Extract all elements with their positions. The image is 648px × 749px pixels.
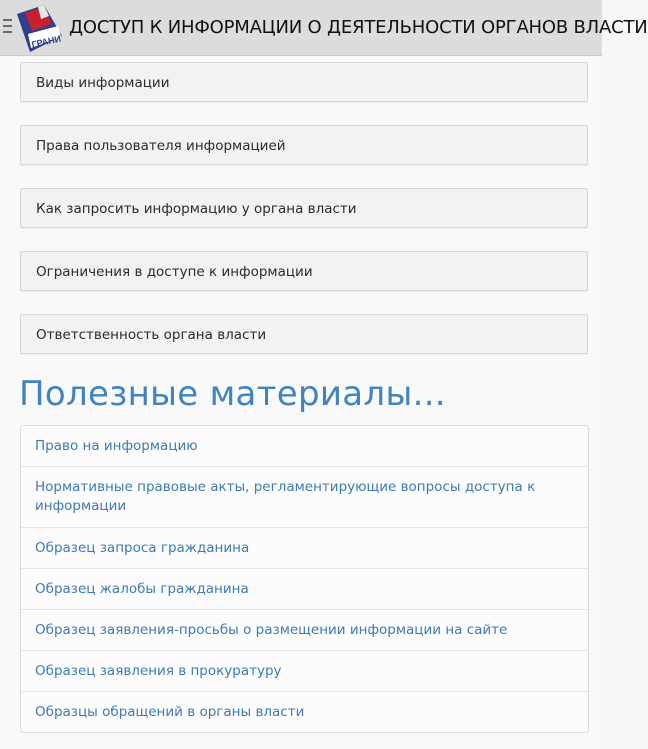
- link-text[interactable]: Образец заявления в прокуратуру: [35, 663, 282, 679]
- page-title: ДОСТУП К ИНФОРМАЦИИ О ДЕЯТЕЛЬНОСТИ ОРГАНОВ ВЛАСТИ: [69, 17, 648, 38]
- link-text[interactable]: Образцы обращений в органы власти: [35, 704, 305, 720]
- accordion-item-info-types[interactable]: [20, 62, 588, 102]
- list-item-request-sample[interactable]: [21, 528, 588, 569]
- link-text[interactable]: Право на информацию: [35, 438, 198, 454]
- useful-materials-heading: Полезные материалы...: [19, 374, 446, 414]
- list-item-authority-appeals-samples[interactable]: [21, 692, 588, 732]
- accordion-item-how-to-request[interactable]: [20, 188, 588, 228]
- accordion-label: Права пользователя информацией: [36, 138, 286, 154]
- accordion-item-access-restrictions[interactable]: [20, 251, 588, 291]
- logo-text: ГРАНИ: [30, 33, 62, 50]
- list-item-right-to-information[interactable]: [21, 426, 588, 467]
- list-item-complaint-sample[interactable]: [21, 569, 588, 610]
- app-header: [0, 0, 648, 56]
- accordion-item-authority-responsibility[interactable]: [20, 314, 588, 354]
- useful-materials-list: [20, 425, 589, 733]
- accordion-label: Виды информации: [36, 75, 170, 91]
- accordion-label: Ответственность органа власти: [36, 327, 267, 343]
- accordion-label: Ограничения в доступе к информации: [36, 264, 313, 280]
- list-item-prosecutor-application-sample[interactable]: [21, 651, 588, 692]
- link-text[interactable]: Образец заявления-просьбы о размещении информации на сайте: [35, 622, 508, 638]
- hamburger-menu-icon[interactable]: [3, 19, 13, 37]
- accordion-label: Как запросить информацию у органа власти: [36, 201, 357, 217]
- list-item-legal-acts[interactable]: [21, 467, 588, 528]
- link-text[interactable]: Образец запроса гражданина: [35, 540, 250, 556]
- grani-logo-icon[interactable]: [16, 4, 63, 53]
- link-text[interactable]: Нормативные правовые акты, регламентирующие вопросы доступа к информации: [35, 479, 536, 514]
- link-text[interactable]: Образец жалобы гражданина: [35, 581, 249, 597]
- accordion-item-user-rights[interactable]: [20, 125, 588, 165]
- list-item-placement-request-sample[interactable]: [21, 610, 588, 651]
